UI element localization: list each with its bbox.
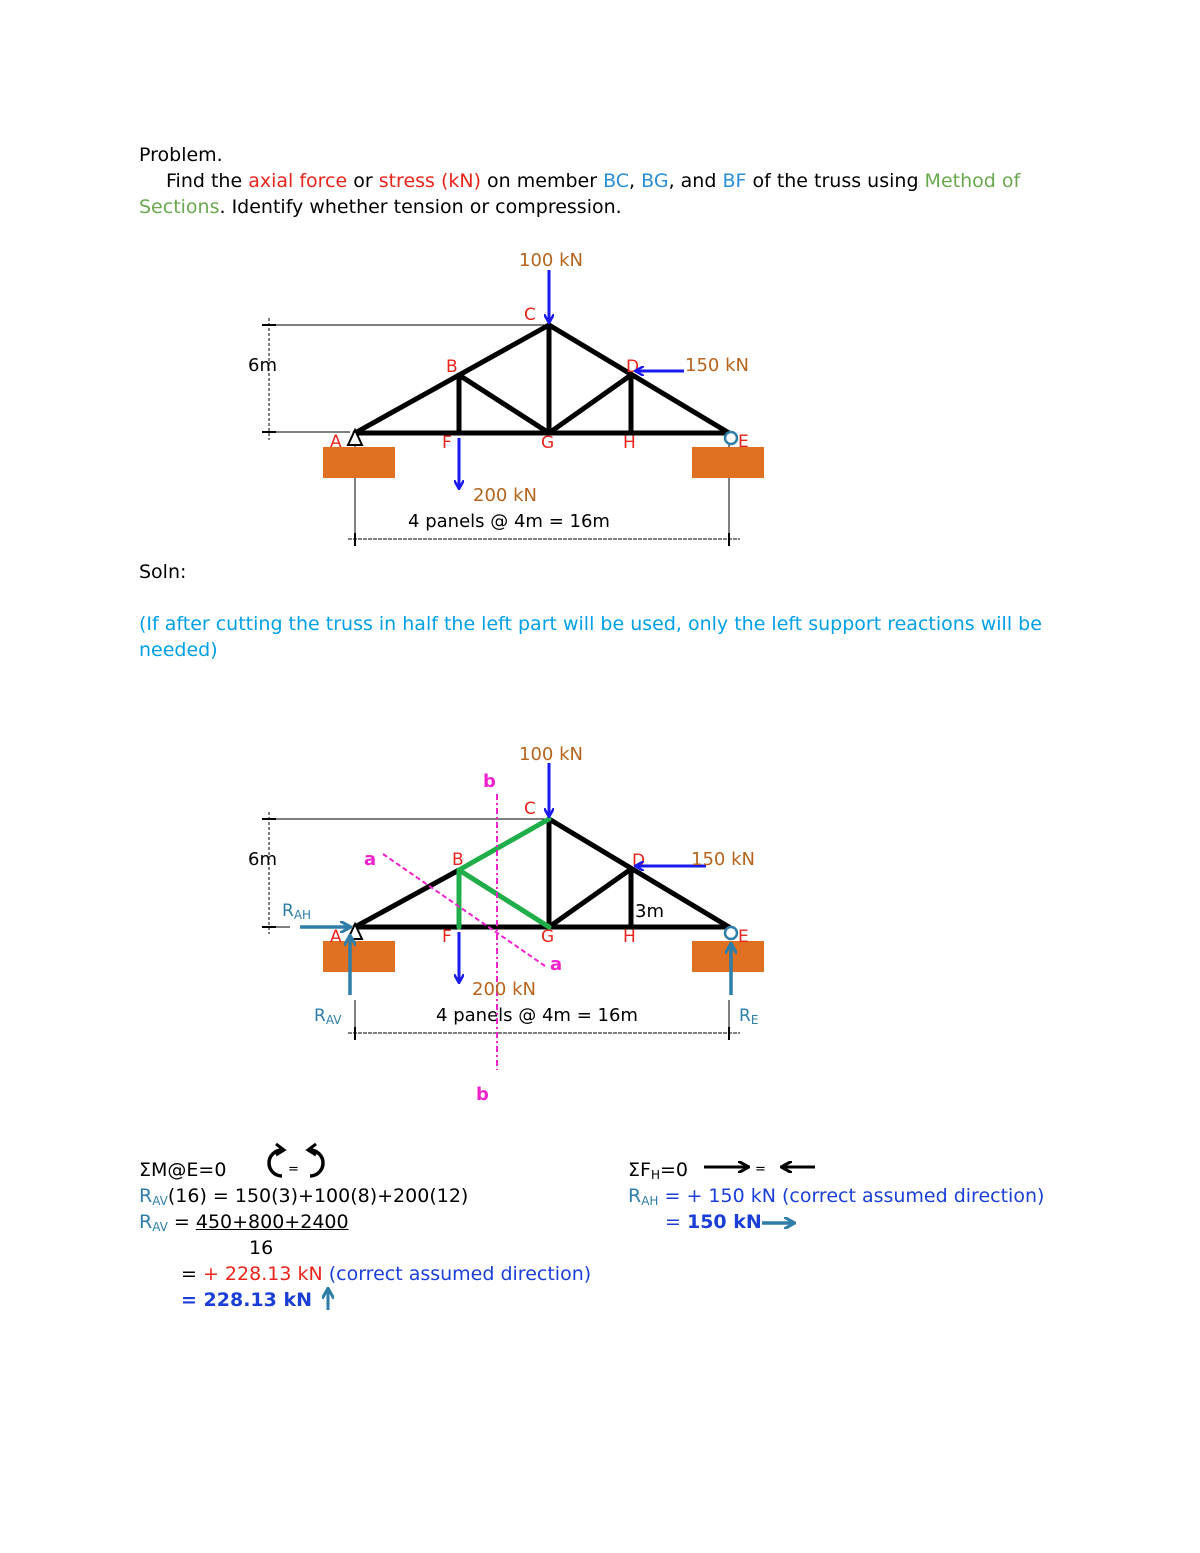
reaction-symbol: R — [628, 1185, 642, 1207]
support-block-right — [692, 447, 764, 478]
node-label-e: E — [738, 432, 749, 452]
dh-label: 3m — [635, 901, 664, 922]
load-label-d: 150 kN — [691, 849, 755, 870]
node-label-h: H — [623, 927, 636, 947]
truss-diagram-1 — [248, 250, 764, 546]
moment-result-value: + 228.13 kN — [202, 1263, 323, 1285]
load-label-c: 100 kN — [519, 250, 583, 271]
node-label-f: F — [442, 927, 452, 947]
horizontal-final-result: 150 kN — [686, 1211, 762, 1233]
moment-equals-sign: = — [288, 1162, 299, 1177]
equals-text: = — [658, 1185, 687, 1207]
cut-label-b: b — [476, 1084, 489, 1105]
height-label: 6m — [248, 849, 277, 870]
node-label-b: B — [446, 357, 458, 377]
node-label-d: D — [632, 851, 646, 871]
reaction-symbol: R — [139, 1185, 153, 1207]
load-label-c: 100 kN — [519, 744, 583, 765]
problem-text: , and — [668, 170, 723, 192]
horizontal-value: + 150 kN — [686, 1185, 776, 1207]
moment-equation-heading: ΣM@E=0 — [139, 1159, 227, 1181]
height-label: 6m — [248, 355, 277, 376]
member-bf: BF — [722, 170, 747, 192]
moment-result-line — [181, 1261, 591, 1287]
node-label-b: B — [452, 850, 464, 870]
roller-support-icon — [725, 927, 737, 939]
node-label-a: A — [330, 432, 342, 452]
cut-members — [459, 819, 549, 927]
problem-text: or — [347, 170, 379, 192]
cut-label-b: b — [483, 771, 496, 792]
moment-solution-line — [139, 1209, 349, 1240]
horizontal-equals-sign: = — [755, 1162, 766, 1177]
node-label-d: D — [626, 357, 640, 377]
reaction-subscript: AV — [152, 1220, 168, 1234]
node-label-c: C — [524, 305, 536, 325]
direction-note: (correct assumed direction) — [775, 1185, 1045, 1207]
problem-text: Find the — [166, 170, 249, 192]
method-term-2: Sections — [139, 196, 220, 218]
moment-final-result: = 228.13 kN — [181, 1289, 313, 1311]
cut-label-a: a — [550, 954, 563, 975]
node-label-h: H — [623, 433, 636, 453]
solution-note-line-1: (If after cutting the truss in half the left part will be used, only the left support reactions will be — [139, 613, 1042, 635]
load-label-f: 200 kN — [472, 979, 536, 1000]
node-label-a: A — [330, 927, 342, 947]
problem-text: on member — [481, 170, 604, 192]
numerator: 450+800+2400 — [195, 1211, 349, 1233]
sum-subscript: H — [650, 1168, 660, 1182]
direction-note: (correct assumed direction) — [322, 1263, 592, 1285]
denominator: 16 — [249, 1237, 274, 1259]
span-label: 4 panels @ 4m = 16m — [436, 1005, 638, 1026]
problem-text: of the truss using — [746, 170, 925, 192]
problem-text: , — [629, 170, 642, 192]
horizontal-final-line — [665, 1209, 762, 1235]
moment-expression: (16) = 150(3)+100(8)+200(12) — [167, 1185, 469, 1207]
node-label-g: G — [541, 927, 555, 947]
member-bc: BC — [603, 170, 630, 192]
node-label-f: F — [442, 433, 452, 453]
node-label-c: C — [524, 799, 536, 819]
axial-force-term: axial force — [248, 170, 348, 192]
method-term: Method of — [924, 170, 1021, 192]
reaction-symbol: R — [139, 1211, 153, 1233]
roller-support-icon — [725, 432, 737, 444]
member-bg-line — [459, 870, 549, 927]
load-label-d: 150 kN — [685, 355, 749, 376]
member-bc-line — [459, 819, 549, 870]
reaction-subscript: AH — [641, 1194, 659, 1208]
node-label-g: G — [541, 433, 555, 453]
solution-label: Soln: — [139, 561, 187, 583]
member-bg: BG — [641, 170, 669, 192]
equals-text: = — [665, 1211, 687, 1233]
stress-term: stress (kN) — [378, 170, 482, 192]
equals-text: = — [167, 1211, 196, 1233]
load-label-f: 200 kN — [473, 485, 537, 506]
node-label-e: E — [738, 927, 749, 947]
truss-diagram-2 — [248, 744, 764, 1105]
problem-heading: Problem. — [139, 144, 223, 166]
reaction-subscript: AV — [152, 1194, 168, 1208]
truss-members — [355, 325, 729, 433]
solution-note-line-2: needed) — [139, 639, 218, 661]
reaction-label-ah: RAH — [282, 901, 312, 922]
problem-text: . Identify whether tension or compression. — [219, 196, 622, 218]
cut-label-a: a — [364, 849, 377, 870]
equals-text: = — [181, 1263, 203, 1285]
span-label: 4 panels @ 4m = 16m — [408, 511, 610, 532]
support-block-right — [692, 941, 764, 972]
equals-zero: =0 — [659, 1159, 688, 1181]
reaction-label-e: RE — [739, 1006, 759, 1027]
sum-symbol: ΣF — [628, 1159, 651, 1181]
reaction-label-av: RAV — [314, 1006, 342, 1027]
